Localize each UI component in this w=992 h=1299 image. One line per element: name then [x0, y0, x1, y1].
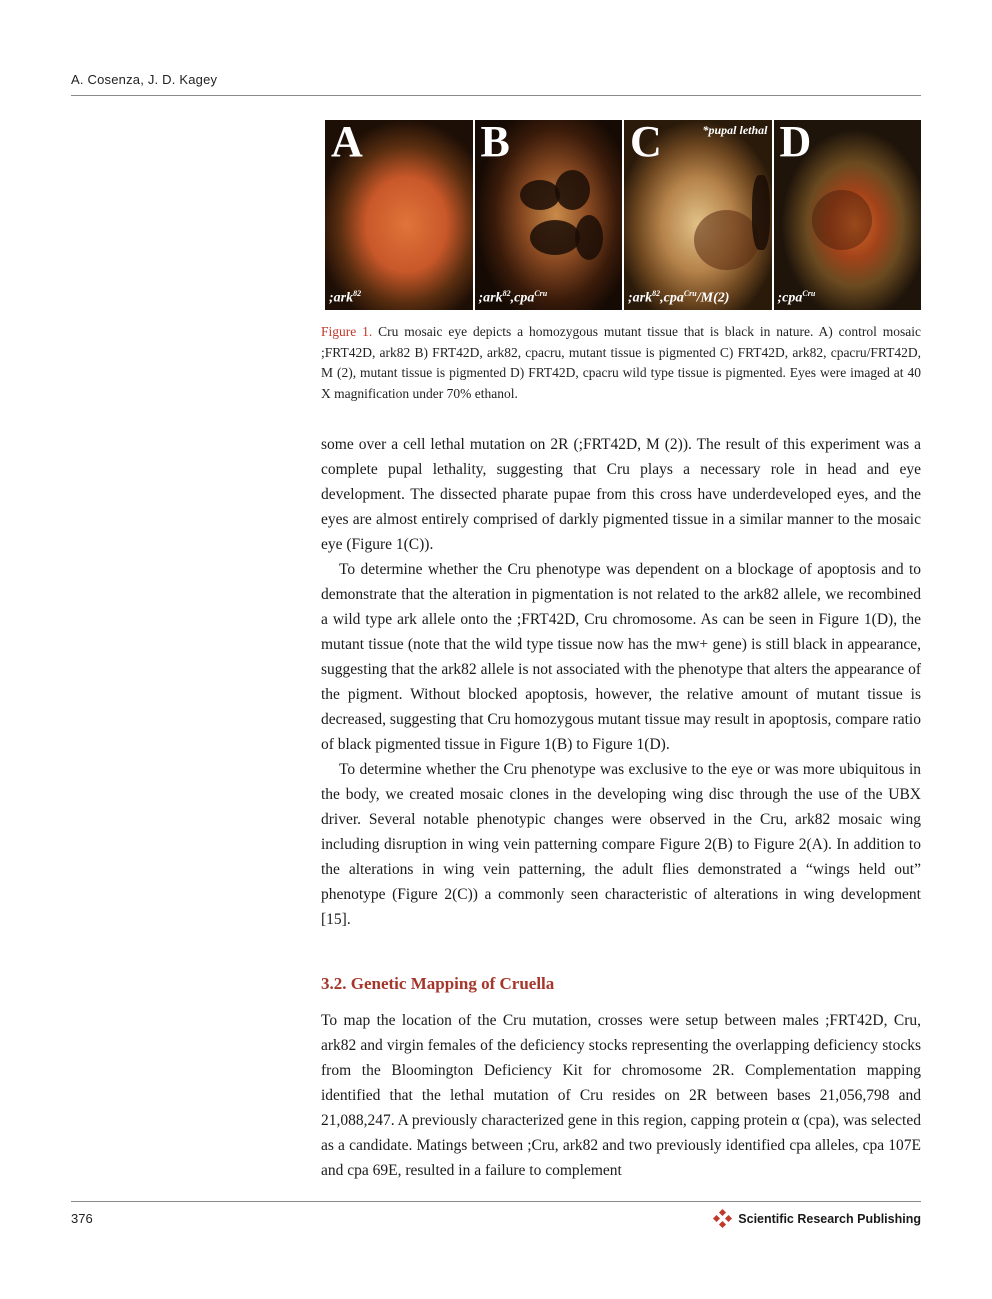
figure-panel-c — [624, 120, 772, 310]
caption-text: Cru mosaic eye depicts a homozygous mutant tissue that is black in nature. A) control mosaic ;FRT42D, ark82 B) FRT42D, ark82, cpacru, mutant tissue is pigmented C) FRT42D, ark82, cpacru/FRT42D, M (2), mutant tissue is pigmented D) FRT42D, cpacru wild type tissue is pigmented. Eyes were imaged at 40 X magnification under 70% ethanol. — [321, 324, 921, 401]
figure-label[interactable]: Figure 1. — [321, 324, 373, 339]
panel-genotype: ;ark$^{82}$,cpa$^{Cru}$ — [478, 289, 548, 306]
panel-letter: D — [779, 120, 812, 166]
header-rule — [71, 95, 921, 96]
panel-letter: A — [331, 120, 363, 166]
footer-rule — [71, 1201, 921, 1202]
panel-genotype: ;ark$^{82}$,cpa$^{Cru}$/M(2) — [628, 289, 730, 306]
running-header: A. Cosenza, J. D. Kagey — [71, 72, 218, 87]
pupal-lethal-note: *pupal lethal — [702, 123, 768, 137]
panel-letter: C — [630, 120, 662, 166]
figure-panel-b — [475, 120, 623, 310]
panel-letter: B — [480, 120, 510, 166]
figure-1 — [325, 120, 921, 310]
paragraph: To map the location of the Cru mutation, crosses were setup between males ;FRT42D, Cru, ark82 and virgin females of the deficiency stocks representing the overlapping deficiency stocks from the Bloomington Deficiency Kit for chromosome 2R. Complementation mapping identified that the lethal mutation of Cru resides on 2R between bases 21,056,798 and 21,088,247. A previously characterized gene in this region, capping protein α (cpa), was selected as a candidate. Matings between ;Cru, ark82 and two previously identified cpa alleles, cpa 107E and cpa 69E, resulted in a failure to complement — [321, 1012, 921, 1179]
paragraph: To determine whether the Cru phenotype was dependent on a blockage of apoptosis and to demonstrate that the alteration in pigmentation is not related to the ark82 allele, we recombined a wild type ark allele onto the ;FRT42D, Cru chromosome. As can be seen in Figure 1(D), the mutant tissue (note that the wild type tissue now has the mw+ gene) is still black in appearance, suggesting that the ark82 allele is not associated with the phenotype that alters the appearance of the pigment. Without blocked apoptosis, however, the relative amount of mutant tissue is decreased, suggesting that Cru homozygous mutant tissue may result in apoptosis, compare ratio of black pigmented tissue in Figure 1(B) to Figure 1(D). — [321, 561, 921, 753]
publisher-logo-icon — [714, 1210, 732, 1228]
body-text-2 — [321, 1008, 921, 1183]
publisher-name: Scientific Research Publishing — [738, 1212, 921, 1226]
paragraph: some over a cell lethal mutation on 2R (;FRT42D, M (2)). The result of this experiment was a complete pupal lethality, suggesting that Cru plays a necessary role in head and eye development. The dissected pharate pupae from this cross have underdeveloped eyes, and the eyes are almost entirely comprised of darkly pigmented tissue in a similar manner to the mosaic eye (Figure 1(C)). — [321, 436, 921, 553]
page-number: 376 — [71, 1211, 93, 1226]
figure-panel-d — [774, 120, 922, 310]
publisher-mark — [714, 1210, 921, 1228]
figure-caption — [321, 322, 921, 404]
panel-genotype: ;ark$^{82}$ — [329, 289, 362, 306]
panel-genotype: ;cpa$^{Cru}$ — [777, 289, 816, 306]
paragraph: To determine whether the Cru phenotype was exclusive to the eye or was more ubiquitous in the body, we created mosaic clones in the developing wing disc through the use of the UBX driver. Several notable phenotypic changes were observed in the Cru, ark82 mosaic wing including disruption in wing vein patterning compare Figure 2(B) to Figure 2(A). In addition to the alterations in wing vein patterning, the adult flies demonstrated a “wings held out” phenotype (Figure 2(C)) a commonly seen characteristic of alterations in wing development [15]. — [321, 761, 921, 928]
figure-panel-a — [325, 120, 473, 310]
section-heading: 3.2. Genetic Mapping of Cruella — [321, 974, 555, 993]
body-text-1 — [321, 432, 921, 932]
